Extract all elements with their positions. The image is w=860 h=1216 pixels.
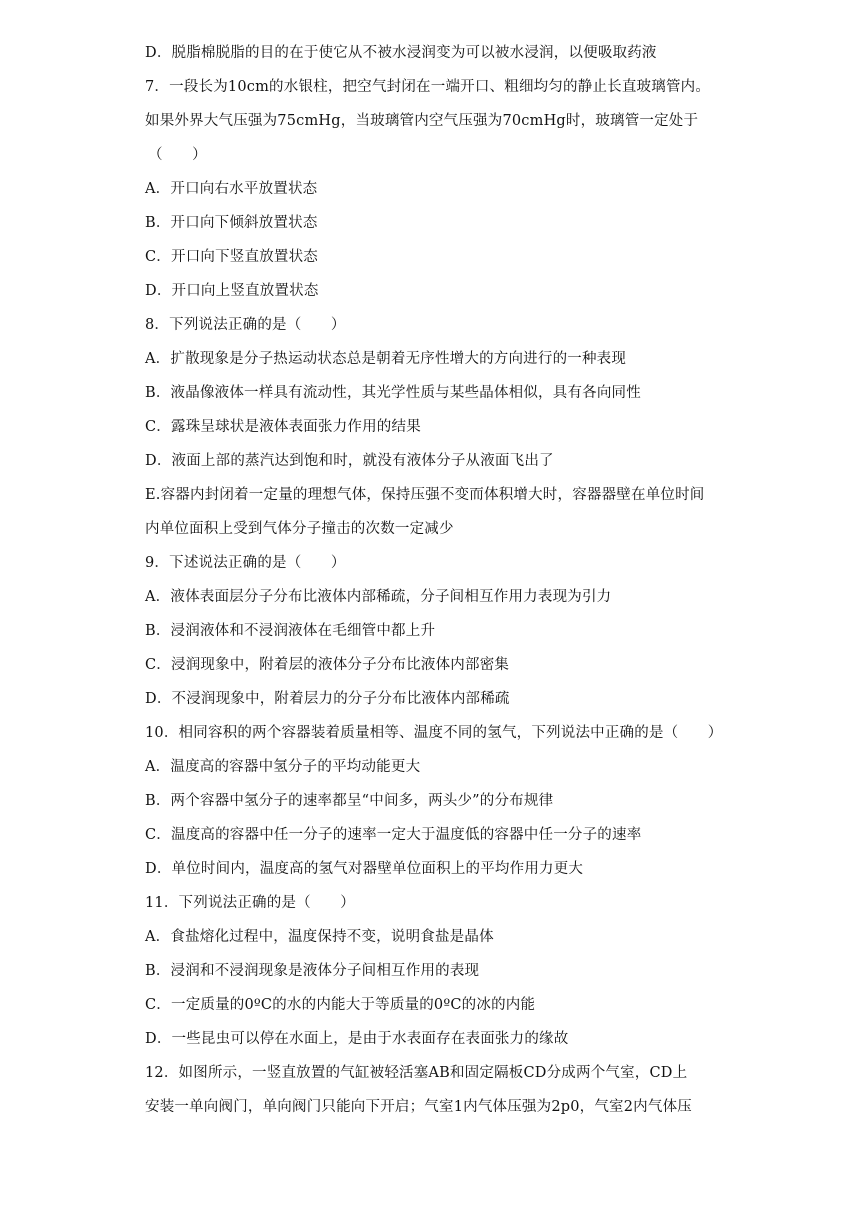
question-10-option-d: D．单位时间内，温度高的氢气对器壁单位面积上的平均作用力更大 bbox=[145, 861, 584, 877]
question-8-stem: 8．下列说法正确的是（ ） bbox=[145, 317, 346, 333]
question-10-stem: 10．相同容积的两个容器装着质量相等、温度不同的氢气，下列说法中正确的是（ ） bbox=[145, 725, 723, 741]
question-7-option-c: C．开口向下竖直放置状态 bbox=[145, 249, 318, 265]
question-10-option-b: B．两个容器中氢分子的速率都呈“中间多，两头少”的分布规律 bbox=[145, 793, 554, 809]
question-7-option-b: B．开口向下倾斜放置状态 bbox=[145, 215, 318, 231]
question-7-stem-line-1: 7．一段长为10cm的水银柱，把空气封闭在一端开口、粗细均匀的静止长直玻璃管内。 bbox=[145, 79, 711, 95]
question-9-option-d: D．不浸润现象中，附着层力的分子分布比液体内部稀疏 bbox=[145, 691, 510, 707]
question-11-stem: 11．下列说法正确的是（ ） bbox=[145, 895, 355, 911]
question-8-option-e-line-1: E.容器内封闭着一定量的理想气体，保持压强不变而体积增大时，容器器壁在单位时间 bbox=[145, 487, 705, 503]
question-11-option-b: B．浸润和不浸润现象是液体分子间相互作用的表现 bbox=[145, 963, 480, 979]
question-7-answer-blank: （ ） bbox=[148, 147, 207, 163]
question-11-option-a: A．食盐熔化过程中，温度保持不变，说明食盐是晶体 bbox=[145, 929, 494, 945]
question-9-option-a: A．液体表面层分子分布比液体内部稀疏，分子间相互作用力表现为引力 bbox=[145, 589, 612, 605]
question-7-option-d: D．开口向上竖直放置状态 bbox=[145, 283, 319, 299]
question-8-option-d: D．液面上部的蒸汽达到饱和时，就没有液体分子从液面飞出了 bbox=[145, 453, 554, 469]
question-7-stem-line-2: 如果外界大气压强为75cmHg，当玻璃管内空气压强为70cmHg时，玻璃管一定处于 bbox=[145, 113, 699, 129]
question-8-option-e-line-2: 内单位面积上受到气体分子撞击的次数一定减少 bbox=[145, 521, 454, 537]
question-9-option-c: C．浸润现象中，附着层的液体分子分布比液体内部密集 bbox=[145, 657, 510, 673]
question-9-option-b: B．浸润液体和不浸润液体在毛细管中都上升 bbox=[145, 623, 436, 639]
question-10-option-a: A．温度高的容器中氢分子的平均动能更大 bbox=[145, 759, 421, 775]
question-12-stem-line-1: 12．如图所示，一竖直放置的气缸被轻活塞AB和固定隔板CD分成两个气室，CD上 bbox=[145, 1065, 688, 1081]
question-7-option-a: A．开口向右水平放置状态 bbox=[145, 181, 318, 197]
question-8-option-c: C．露珠呈球状是液体表面张力作用的结果 bbox=[145, 419, 421, 435]
question-8-option-a: A．扩散现象是分子热运动状态总是朝着无序性增大的方向进行的一种表现 bbox=[145, 351, 627, 367]
question-9-stem: 9．下述说法正确的是（ ） bbox=[145, 555, 346, 571]
question-11-option-c: C．一定质量的0ºC的水的内能大于等质量的0ºC的冰的内能 bbox=[145, 997, 536, 1013]
question-12-stem-line-2: 安装一单向阀门，单向阀门只能向下开启；气室1内气体压强为2p0，气室2内气体压 bbox=[145, 1099, 692, 1115]
question-8-option-b: B．液晶像液体一样具有流动性，其光学性质与某些晶体相似，具有各向同性 bbox=[145, 385, 641, 401]
question-10-option-c: C．温度高的容器中任一分子的速率一定大于温度低的容器中任一分子的速率 bbox=[145, 827, 642, 843]
option-6-d: D．脱脂棉脱脂的目的在于使它从不被水浸润变为可以被水浸润，以便吸取药液 bbox=[145, 45, 657, 61]
question-11-option-d: D．一些昆虫可以停在水面上，是由于水表面存在表面张力的缘故 bbox=[145, 1031, 569, 1047]
